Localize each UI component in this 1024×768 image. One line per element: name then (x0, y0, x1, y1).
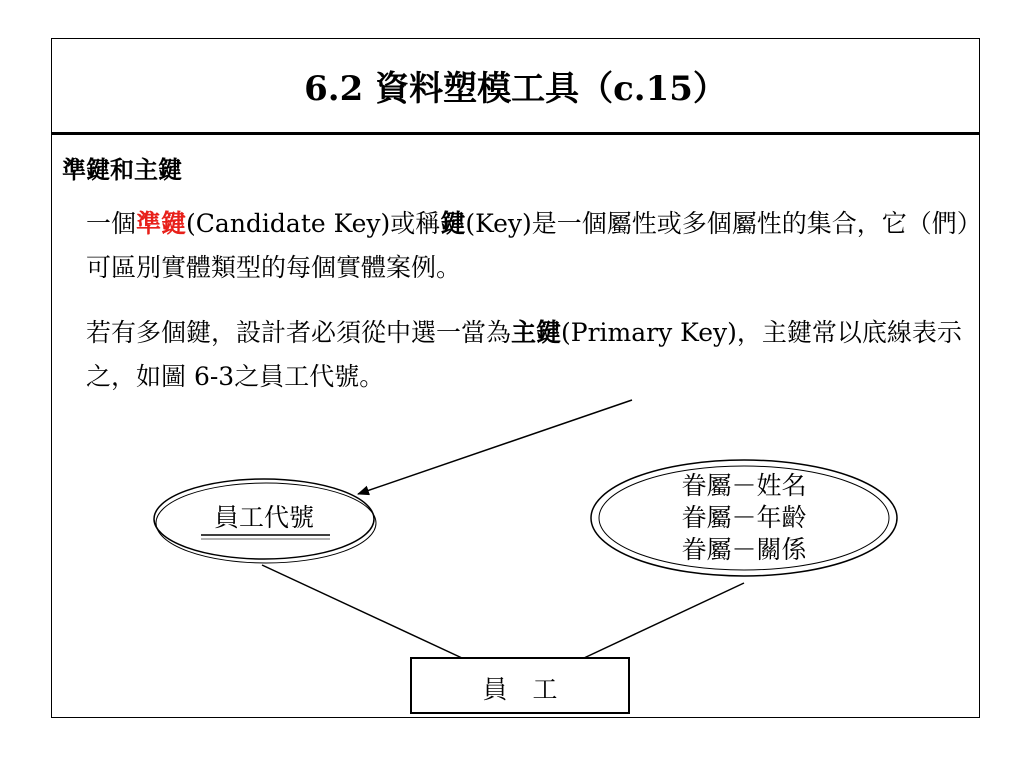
p1-mid: 或稱 (390, 209, 441, 238)
entity-label: 員 工 (482, 675, 558, 704)
p1-paren1: (Candidate Key) (186, 209, 391, 238)
p2-pre: 若有多個鍵，設計者必須從中選一當為 (86, 318, 512, 347)
section-heading: 準鍵和主鍵 (62, 155, 182, 184)
p2-paren: (Primary Key)， (561, 318, 762, 347)
connector-key-to-entity (262, 565, 462, 658)
connector-multi-to-entity (584, 583, 744, 658)
p1-pre: 一個 (86, 209, 137, 238)
pointer-arrow (358, 400, 632, 494)
p2-rest: 主鍵常以底線表示之，如圖 6-3之員工代號。 (86, 318, 962, 391)
p1-paren2: (Key) (465, 209, 532, 238)
key-term: 鍵 (440, 209, 466, 238)
multivalued-line-3: 眷屬－關係 (681, 535, 807, 564)
slide-title: 6.2 資料塑模工具（c.15） (304, 68, 727, 109)
candidate-key-term: 準鍵 (136, 209, 187, 238)
primary-key-term: 主鍵 (511, 318, 562, 347)
multivalued-line-2: 眷屬－年齡 (681, 503, 807, 532)
key-attribute-label: 員工代號 (213, 503, 315, 532)
multivalued-line-1: 眷屬－姓名 (681, 471, 807, 500)
p1-rest: 是一個屬性或多個屬性的集合，它（們）可區別實體類型的每個實體案例。 (86, 209, 970, 282)
